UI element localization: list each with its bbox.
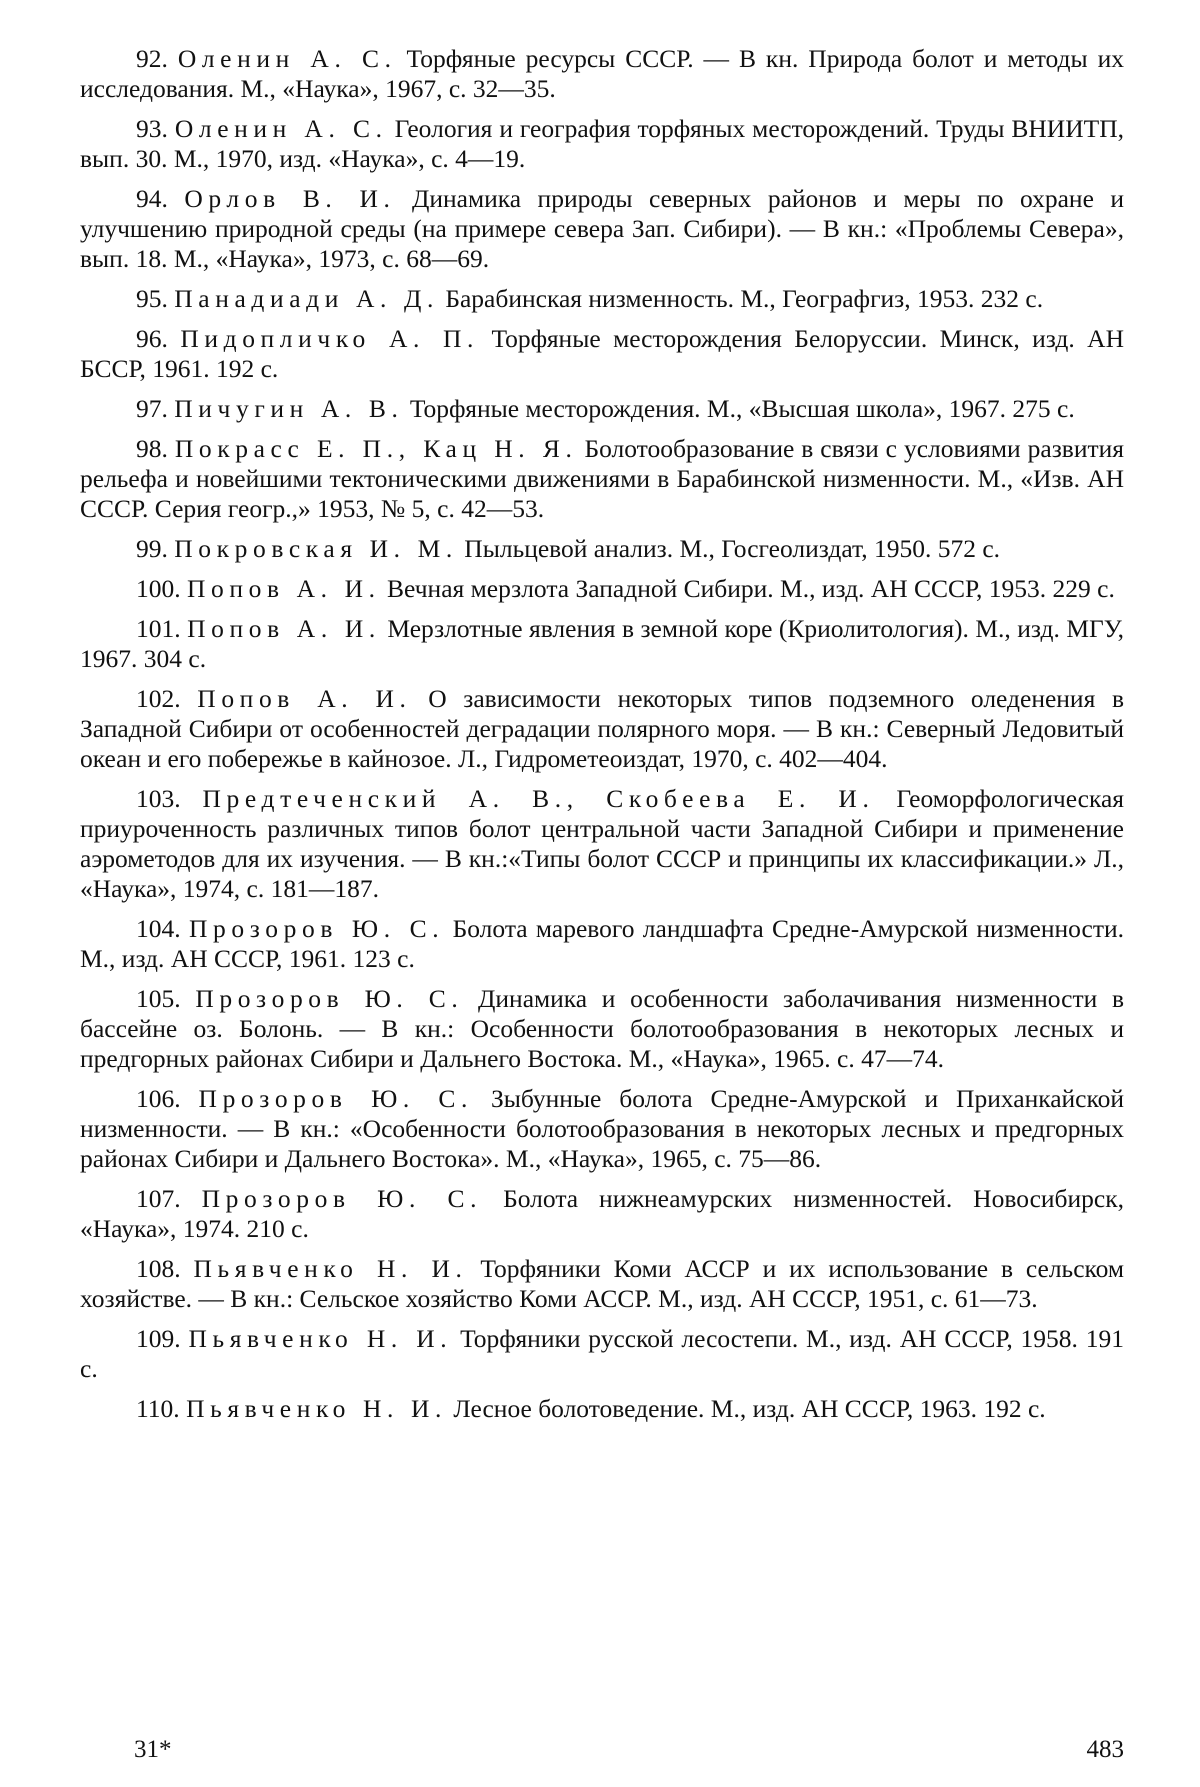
reference-number: 105. [136,984,181,1013]
reference-text: Барабинская низменность. М., Географгиз, 1953. 232 с. [445,284,1044,313]
reference-number: 98. [136,434,168,463]
signature-mark: 31* [134,1736,172,1763]
reference-entry [80,284,1124,314]
reference-author: Пьявченко Н. И. [193,1254,468,1283]
reference-list [80,44,1124,1434]
reference-text: Лесное болотоведение. М., изд. АН СССР, 1963. 192 с. [453,1394,1046,1423]
reference-entry [80,1394,1124,1424]
reference-author: Попов А. И. [187,574,381,603]
reference-entry [80,984,1124,1074]
reference-entry [80,914,1124,974]
reference-number: 102. [136,684,181,713]
reference-author: Покровская И. М. [174,534,458,563]
reference-text: Торфяные месторождения. М., «Высшая школа», 1967. 275 с. [409,394,1075,423]
reference-author: Прозоров Ю. С. [198,1084,474,1113]
reference-author: Прозоров Ю. С. [201,1184,483,1213]
reference-number: 110. [136,1394,180,1423]
reference-author: Прозоров Ю. С. [188,914,445,943]
reference-text: Болотообразование в связи с условиями развития рельефа и новейшими тектоническими движениями в Барабинской низменности. М., «Изв. АН СССР. Серия геогр.,» 1953, № 5, с. 42—53. [80,434,1125,523]
reference-text: Пыльцевой анализ. М., Госгеолиздат, 1950. 572 с. [464,534,1001,563]
reference-number: 99. [136,534,168,563]
reference-text: О зависимости некоторых типов подземного оледенения в Западной Сибири от особенностей деградации полярного моря. — В кн.: Северный Ледовитый океан и его побережье в кайнозое. Л., Гидрометеоиздат, 1970, с. 402—404. [80,684,1125,773]
reference-entry [80,184,1124,274]
reference-entry [80,574,1124,604]
reference-author: Попов А. И. [187,614,381,643]
reference-author: Попов А. И. [197,684,412,713]
page-footer [80,1736,1124,1770]
reference-author: Оленин А. С. [177,44,397,73]
reference-author: Прозоров Ю. С. [195,984,464,1013]
reference-number: 108. [136,1254,181,1283]
page-number: 483 [1086,1736,1124,1763]
reference-author: Панадиади А. Д. [174,284,439,313]
reference-author: Пьявченко Н. И. [188,1324,453,1353]
reference-entry [80,1254,1124,1314]
reference-text: Торфяники Коми АССР и их использование в сельском хозяйстве. — В кн.: Сельское хозяйство Коми АССР. М., изд. АН СССР, 1951, с. 61—73. [80,1254,1125,1313]
reference-text: Вечная мерзлота Западной Сибири. М., изд. АН СССР, 1953. 229 с. [387,574,1115,603]
reference-number: 101. [136,614,181,643]
reference-text: Болота маревого ландшафта Средне-Амурской низменности. М., изд. АН СССР, 1961. 123 с. [80,914,1125,973]
reference-number: 106. [136,1084,181,1113]
reference-number: 93. [136,114,168,143]
reference-entry [80,1324,1124,1384]
reference-number: 104. [136,914,181,943]
reference-author: Предтеченский А. В., Скобеева Е. И. [202,784,875,813]
reference-number: 100. [136,574,181,603]
reference-text: Торфяные месторождения Белоруссии. Минск, изд. АН БССР, 1961. 192 с. [80,324,1125,383]
reference-author: Покрасс Е. П., Кац Н. Я. [174,434,578,463]
reference-number: 103. [136,784,181,813]
reference-entry [80,394,1124,424]
reference-number: 109. [136,1324,181,1353]
reference-text: Динамика природы северных районов и меры по охране и улучшению природной среды (на примере севера Зап. Сибири). — В кн.: «Проблемы Севера», вып. 18. М., «Наука», 1973, с. 68—69. [80,184,1125,273]
reference-entry [80,434,1124,524]
reference-author: Пичугин А. В. [174,394,404,423]
reference-number: 95. [136,284,168,313]
reference-entry [80,1084,1124,1174]
reference-text: Мерзлотные явления в земной коре (Криолитология). М., изд. МГУ, 1967. 304 с. [80,614,1125,673]
reference-text: Торфяники русской лесостепи. М., изд. АН СССР, 1958. 191 с. [80,1324,1124,1383]
reference-entry [80,114,1124,174]
reference-text: Торфяные ресурсы СССР. — В кн. Природа болот и методы их исследования. М., «Наука», 1967, с. 32—35. [80,44,1124,103]
reference-number: 96. [136,324,168,353]
reference-number: 107. [136,1184,181,1213]
reference-text: Динамика и особенности заболачивания низменности в бассейне оз. Болонь. — В кн.: Особенности болотообразования в некоторых лесных и предгорных районах Сибири и Дальнего Востока. М., «Наука», 1965. с. 47—74. [80,984,1124,1073]
reference-number: 97. [136,394,168,423]
reference-number: 94. [136,184,168,213]
reference-text: Болота нижнеамурских низменностей. Новосибирск, «Наука», 1974. 210 с. [80,1184,1124,1243]
reference-entry [80,614,1124,674]
reference-author: Оленин А. С. [174,114,388,143]
reference-text: Геология и география торфяных месторождений. Труды ВНИИТП, вып. 30. М., 1970, изд. «Наука», с. 4—19. [80,114,1125,173]
reference-entry [80,684,1124,774]
reference-author: Пидопличко А. П. [180,324,480,353]
reference-entry [80,44,1124,104]
reference-entry [80,324,1124,384]
reference-entry [80,1184,1124,1244]
reference-number: 92. [136,44,168,73]
reference-entry [80,784,1124,904]
reference-author: Пьявченко Н. И. [186,1394,448,1423]
reference-text: Геоморфологическая приуроченность различных типов болот центральной части Западной Сибири и применение аэрометодов для их изучения. — В кн.:«Типы болот СССР и принципы их классификации.» Л., «Наука», 1974, с. 181—187. [80,784,1125,903]
reference-entry [80,534,1124,564]
reference-author: Орлов В. И. [184,184,396,213]
reference-text: Зыбунные болота Средне-Амурской и Приханкайской низменности. — В кн.: «Особенности болотообразования в некоторых лесных и предгорных районах Сибири и Дальнего Востока». М., «Наука», 1965, с. 75—86. [80,1084,1124,1173]
